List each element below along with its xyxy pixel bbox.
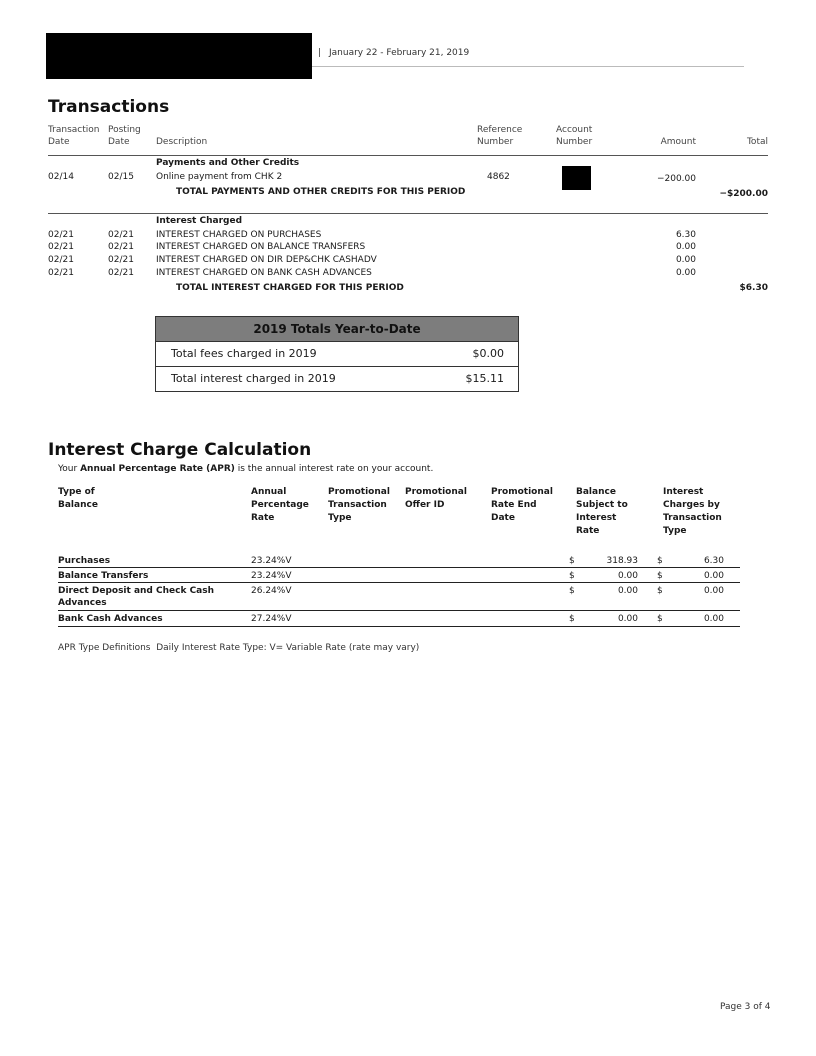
interest-heading: Interest Charged: [156, 216, 243, 226]
calc-col-promo-offer: Promotional Offer ID: [405, 487, 467, 510]
apr-type-definitions: APR Type Definitions Daily Interest Rate Type: V= Variable Rate (rate may vary): [58, 643, 420, 653]
header-separator: |: [318, 48, 322, 58]
interest-row-amount: 0.00: [675, 242, 696, 252]
col-account-number: Account Number: [556, 125, 593, 147]
interest-row-trans-date: 02/21: [48, 268, 74, 278]
calc-row-balance-symbol: $: [569, 614, 575, 624]
calc-row-charges: 0.00: [703, 571, 724, 581]
calc-row-rule: [58, 567, 740, 568]
statement-period: January 22 - February 21, 2019: [329, 48, 470, 58]
interest-total-label: TOTAL INTEREST CHARGED FOR THIS PERIOD: [176, 283, 404, 293]
interest-row-description: INTEREST CHARGED ON DIR DEP&CHK CASHADV: [156, 255, 377, 265]
calc-row-apr: 23.24%V: [251, 556, 292, 566]
col-description: Description: [156, 137, 208, 147]
interest-row-description: INTEREST CHARGED ON BALANCE TRANSFERS: [156, 242, 366, 252]
interest-row-trans-date: 02/21: [48, 255, 74, 265]
interest-calc-title: Interest Charge Calculation: [48, 440, 312, 460]
calc-row-balance-symbol: $: [569, 571, 575, 581]
ytd-title: 2019 Totals Year-to-Date: [253, 322, 421, 336]
calc-row-charges: 6.30: [703, 556, 724, 566]
calc-row-balance: 0.00: [617, 614, 638, 624]
calc-row-balance: 0.00: [617, 571, 638, 581]
payments-heading: Payments and Other Credits: [156, 158, 300, 168]
interest-row-trans-date: 02/21: [48, 242, 74, 252]
ytd-value: $0.00: [472, 347, 504, 360]
calc-row-charges: 0.00: [703, 614, 724, 624]
calc-row-type: Direct Deposit and Check Cash Advances: [58, 586, 215, 608]
ytd-label: Total fees charged in 2019: [171, 347, 317, 360]
interest-row-description: INTEREST CHARGED ON PURCHASES: [156, 230, 322, 240]
ytd-row: [156, 367, 518, 391]
col-posting-date: Posting Date: [108, 125, 141, 147]
ytd-value: $15.11: [465, 372, 504, 385]
payment-amount: −200.00: [656, 174, 696, 184]
calc-row-balance: 318.93: [606, 556, 638, 566]
col-transaction-date: Transaction Date: [48, 125, 100, 147]
ytd-row: [156, 342, 518, 367]
payments-total-label: TOTAL PAYMENTS AND OTHER CREDITS FOR THIS PERIOD: [176, 187, 466, 197]
page-number: Page 3 of 4: [720, 1002, 771, 1012]
calc-row-charges: 0.00: [703, 586, 724, 596]
calc-row-rule: [58, 626, 740, 627]
calc-row-charges-symbol: $: [657, 614, 663, 624]
calc-row-balance: 0.00: [617, 586, 638, 596]
calc-row-type: Bank Cash Advances: [58, 614, 163, 624]
interest-row-amount: 0.00: [675, 268, 696, 278]
redacted-account-number: [562, 166, 591, 190]
interest-row-post-date: 02/21: [108, 242, 134, 252]
calc-col-promo-end: Promotional Rate End Date: [491, 487, 553, 523]
calc-row-charges-symbol: $: [657, 571, 663, 581]
payment-reference: 4862: [487, 172, 510, 182]
calc-row-apr: 27.24%V: [251, 614, 292, 624]
ytd-label: Total interest charged in 2019: [171, 372, 336, 385]
calc-row-charges-symbol: $: [657, 556, 663, 566]
calc-col-balance: Balance Subject to Interest Rate: [576, 487, 628, 536]
calc-row-balance-symbol: $: [569, 556, 575, 566]
interest-row-trans-date: 02/21: [48, 230, 74, 240]
interest-calc-intro: Your Annual Percentage Rate (APR) is the annual interest rate on your account.: [58, 464, 434, 474]
interest-row-post-date: 02/21: [108, 255, 134, 265]
calc-col-type: Type of Balance: [58, 487, 98, 510]
header-rule: [312, 66, 744, 67]
ytd-totals-box: [155, 316, 519, 392]
calc-col-promo-type: Promotional Transaction Type: [328, 487, 390, 523]
payment-trans-date: 02/14: [48, 172, 74, 182]
transactions-header-rule: [48, 155, 768, 156]
payments-total-value: −$200.00: [719, 189, 768, 199]
payments-rule: [48, 213, 768, 214]
calc-row-apr: 23.24%V: [251, 571, 292, 581]
interest-total-value: $6.30: [739, 283, 768, 293]
col-total: Total: [746, 137, 768, 147]
interest-row-amount: 6.30: [675, 230, 696, 240]
interest-row-description: INTEREST CHARGED ON BANK CASH ADVANCES: [156, 268, 372, 278]
calc-row-charges-symbol: $: [657, 586, 663, 596]
interest-row-amount: 0.00: [675, 255, 696, 265]
col-amount: Amount: [660, 137, 696, 147]
calc-row-balance-symbol: $: [569, 586, 575, 596]
payment-post-date: 02/15: [108, 172, 134, 182]
calc-row-apr: 26.24%V: [251, 586, 292, 596]
payment-description: Online payment from CHK 2: [156, 172, 283, 182]
calc-row-rule: [58, 610, 740, 611]
calc-col-apr: Annual Percentage Rate: [251, 487, 309, 523]
transactions-title: Transactions: [48, 97, 170, 117]
col-reference-number: Reference Number: [477, 125, 523, 147]
calc-row-type: Purchases: [58, 556, 111, 566]
calc-row-type: Balance Transfers: [58, 571, 149, 581]
ytd-title-bar: [156, 317, 518, 342]
redacted-logo-block: [46, 33, 312, 79]
interest-row-post-date: 02/21: [108, 268, 134, 278]
calc-col-charges: Interest Charges by Transaction Type: [663, 487, 722, 536]
calc-row-rule: [58, 582, 740, 583]
interest-row-post-date: 02/21: [108, 230, 134, 240]
